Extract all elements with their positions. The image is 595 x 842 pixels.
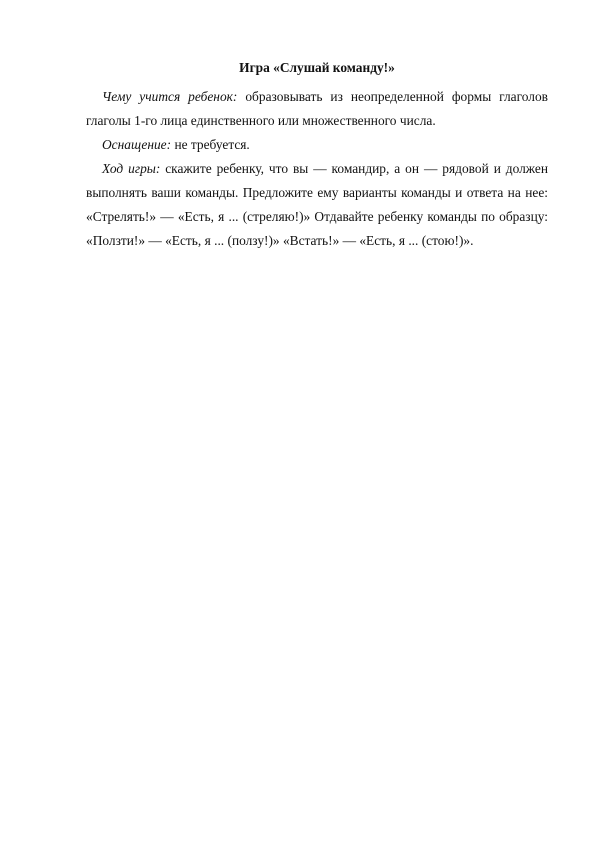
section-label-game-procedure: Ход игры: xyxy=(102,161,161,176)
section-text-equipment: не требуется. xyxy=(171,137,250,152)
document-content xyxy=(86,58,548,253)
section-text-game-procedure: скажите ребенку, что вы — командир, а он — рядовой и должен выполнять ваши команды. Предложите ему варианты команды и ответа на нее: «Стрелять!» — «Есть, я ... (стреляю!)» Отдавайте ребенку команды по образцу: «Ползти!» — «Есть, я ... (ползу!)» «Встать!» — «Есть, я ... (стою!)». xyxy=(86,161,548,248)
section-equipment xyxy=(86,133,548,157)
section-learning-goal xyxy=(86,85,548,133)
section-game-procedure xyxy=(86,157,548,253)
section-text-learning-goal: образовывать из неопределенной формы глаголов глаголы 1-го лица единственного или множественного числа. xyxy=(86,89,548,128)
section-label-learning-goal: Чему учится ребенок: xyxy=(102,89,238,104)
section-label-equipment: Оснащение: xyxy=(102,137,172,152)
document-title: Игра «Слушай команду!» xyxy=(239,60,395,75)
